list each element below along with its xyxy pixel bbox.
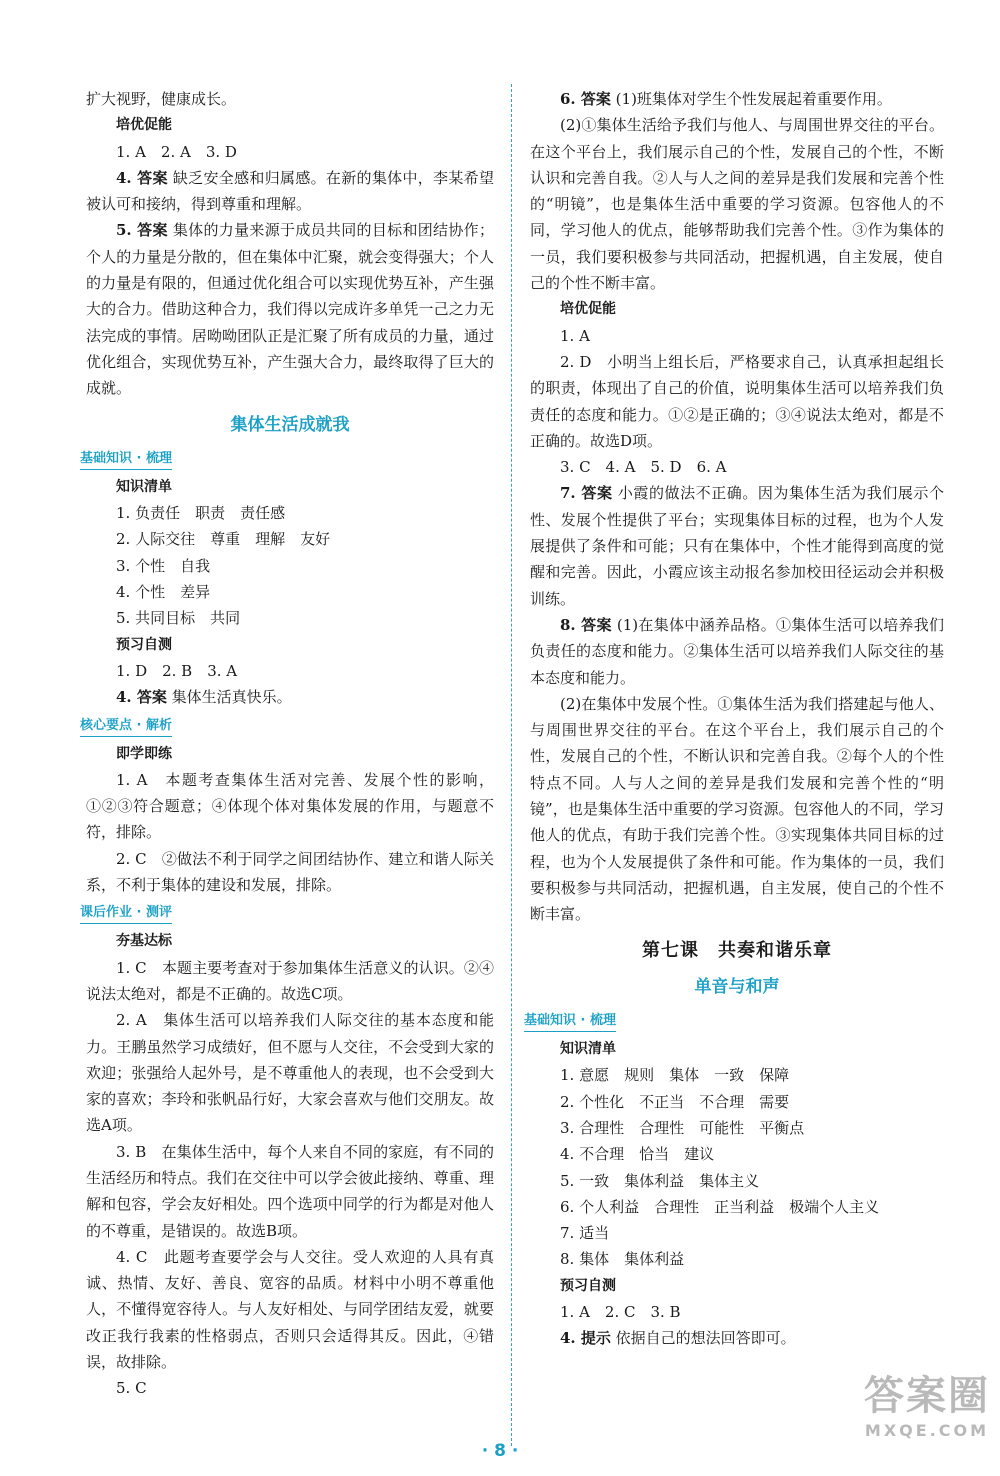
yuxi-heading: 预习自测 <box>116 636 172 653</box>
zhishi-item: 8. 集体 集体利益 <box>560 1250 685 1269</box>
yuxi-mc: 1. A 2. C 3. B <box>560 1303 681 1322</box>
basic-knowledge-tag: 基础知识 · 梳理 <box>524 1011 616 1032</box>
zhishi-item: 3. 个性 自我 <box>116 556 211 575</box>
hangji-q1: 1. C 本题主要考查对于参加集体生活意义的认识。②④说法太绝对，都是不正确的。故选C项。 <box>86 958 494 1003</box>
zhishi-item: 1. 负责任 职责 责任感 <box>116 504 286 523</box>
page-number: · 8 · <box>481 1441 519 1461</box>
yuxi-q4: 集体生活真快乐。 <box>171 688 292 707</box>
lesson-title: 第七课 共奏和谐乐章 <box>642 939 832 961</box>
hangji-q5: 5. C <box>116 1379 147 1398</box>
zhishi-item: 1. 意愿 规则 集体 一致 保障 <box>560 1066 790 1085</box>
py-q8-part2: (2)在集体中发展个性。①集体生活为我们搭建起与他人、与周围世界交往的平台。在这个平台上，我们展示自己的个性，发展自己的个性，不断认识和完善自我。②每个人的个性特点不同。人与人之间的差异是我们发展和完善个性的“明镜”，也是集体生活中重要的学习资源。包容他人的不同，学习他人的优点，有助于我们完善个性。③实现集体共同目标的过程，也为个人发展提供了条件和可能。作为集体的一员，我们要积极参与共同活动，把握机遇，自主发展，使自己的个性不断丰富。 <box>530 694 944 924</box>
zhishi-item: 4. 不合理 恰当 建议 <box>560 1145 715 1164</box>
peiyou-q5: 集体的力量来源于成员共同的目标和团结协作；个人的力量是分散的，但在集体中汇聚，就会变得强大；个人的力量是有限的，但通过优化组合可以实现优势互补，产生强大的合力。借助这种合力，我们得以完成许多单凭一己之力无法完成的事情。居呦呦团队正是汇聚了所有成员的力量，通过优化组合，实现优势互补，产生强大合力，最终取得了巨大的成就。 <box>86 221 494 398</box>
zhishi-item: 6. 个人利益 合理性 正当利益 极端个人主义 <box>560 1197 880 1216</box>
basic-knowledge-tag: 基础知识 · 梳理 <box>80 449 172 470</box>
yuxi-mc: 1. D 2. B 3. A <box>116 661 238 680</box>
zhishi-heading: 知识清单 <box>560 1041 616 1058</box>
intro-tail: 扩大视野，健康成长。 <box>86 90 237 108</box>
yuxi-q4: 依据自己的想法回答即可。 <box>615 1329 796 1348</box>
answer-label: 8. 答案 <box>560 615 612 634</box>
zhishi-item: 7. 适当 <box>560 1224 610 1243</box>
jixue-heading: 即学即练 <box>116 745 172 762</box>
peiyou-mc-answers: 1. A 2. A 3. D <box>116 142 237 161</box>
zhishi-item: 3. 合理性 合理性 可能性 平衡点 <box>560 1118 805 1137</box>
yuxi-heading: 预习自测 <box>560 1277 616 1294</box>
py-q1: 1. A <box>560 326 590 345</box>
peiyou-heading: 培优促能 <box>560 301 616 318</box>
watermark-text: 答案圈 <box>864 1372 990 1419</box>
q6-part1: (1)班集体对学生个性发展起着重要作用。 <box>615 90 892 108</box>
py-q2: 2. D 小明当上组长后，严格要求自己，认真承担起组长的职责，体现出了自己的价值，说明集体生活可以培养我们负责任的态度和能力。①②是正确的；③④说法太绝对，都是不正确的。故选D项。 <box>530 352 944 450</box>
py-q7: 小霞的做法不正确。因为集体生活为我们展示个性、发展个性提供了平台；实现集体目标的过程，也为个人发展提供了条件和可能；只有在集体中，个性才能得到高度的觉醒和完善。因此，小霞应该主动报名参加校田径运动会并积极训练。 <box>530 484 944 608</box>
peiyou-heading: 培优促能 <box>116 117 172 134</box>
zhishi-item: 5. 共同目标 共同 <box>116 609 241 628</box>
homework-tag: 课后作业 · 测评 <box>80 903 172 924</box>
section-title-danyin: 单音与和声 <box>694 976 780 997</box>
zhishi-item: 5. 一致 集体利益 集体主义 <box>560 1171 760 1190</box>
hangji-q3: 3. B 在集体生活中，每个人来自不同的家庭，有不同的生活经历和特点。我们在交往中可以学会彼此接纳、尊重、理解和包容，学会友好相处。四个选项中同学的行为都是对他人的不尊重，是错误的。故选B项。 <box>86 1142 494 1240</box>
watermark-logo <box>864 1374 990 1444</box>
watermark-url: MXQE.COM <box>864 1420 990 1440</box>
hangji-q2: 2. A 集体生活可以培养我们人际交往的基本态度和能力。王鹏虽然学习成绩好，但不愿与人交往，不会受到大家的欢迎；张强给人起外号，是不尊重他人的表现，也不会受到大家的喜欢；李玲和张帆品行好，大家会喜欢与他们交朋友。故选A项。 <box>86 1011 494 1135</box>
hangji-q4: 4. C 此题考查要学会与人交往。受人欢迎的人具有真诚、热情、友好、善良、宽容的品质。材料中小明不尊重他人，不懂得宽容待人。与人友好相处、与同学团结友爱，就要改正我行我素的性格弱点，否则只会适得其反。因此，④错误，故排除。 <box>86 1247 494 1372</box>
q6-part2: (2)①集体生活给予我们与他人、与周围世界交往的平台。在这个平台上，我们展示自己的个性，发展自己的个性，不断认识和完善自我。②人与人之间的差异是我们发展和完善个性的“明镜”，也是集体生活中重要的学习资源。包容他人的不同，学习他人的优点，能够帮助我们完善个性。③作为集体的一员，我们要积极参与共同活动，把握机遇，自主发展，使自己的个性不断丰富。 <box>530 116 944 293</box>
column-divider <box>511 84 512 1446</box>
section-title-jiti: 集体生活成就我 <box>230 414 350 435</box>
zhishi-item: 2. 个性化 不正当 不合理 需要 <box>560 1092 790 1111</box>
hint-label: 4. 提示 <box>560 1329 611 1348</box>
hangji-heading: 夯基达标 <box>116 933 172 950</box>
core-points-tag: 核心要点 · 解析 <box>80 716 172 737</box>
answer-label: 6. 答案 <box>560 90 611 108</box>
answer-label: 4. 答案 <box>116 688 167 707</box>
jixue-q1: 1. A 本题考查集体生活对完善、发展个性的影响，①②③符合题意；④体现个体对集体发展的作用，与题意不符，排除。 <box>86 770 494 842</box>
left-column <box>80 86 494 1402</box>
answer-label: 4. 答案 <box>116 168 168 187</box>
right-column <box>524 86 945 1352</box>
py-q8-part1: (1)在集体中涵养品格。①集体生活可以培养我们负责任的态度和能力。②集体生活可以培养我们人际交往的基本态度和能力。 <box>530 615 945 687</box>
peiyou-q4: 缺乏安全感和归属感。在新的集体中，李某希望被认可和接纳，得到尊重和理解。 <box>86 168 494 214</box>
answer-label: 5. 答案 <box>116 221 168 240</box>
py-mc: 3. C 4. A 5. D 6. A <box>560 458 727 477</box>
zhishi-item: 4. 个性 差异 <box>116 583 211 602</box>
answer-label: 7. 答案 <box>560 484 613 503</box>
jixue-q2: 2. C ②做法不利于同学之间团结协作、建立和谐人际关系，不利于集体的建设和发展，排除。 <box>86 849 494 895</box>
zhishi-heading: 知识清单 <box>116 478 172 495</box>
zhishi-item: 2. 人际交往 尊重 理解 友好 <box>116 530 331 549</box>
